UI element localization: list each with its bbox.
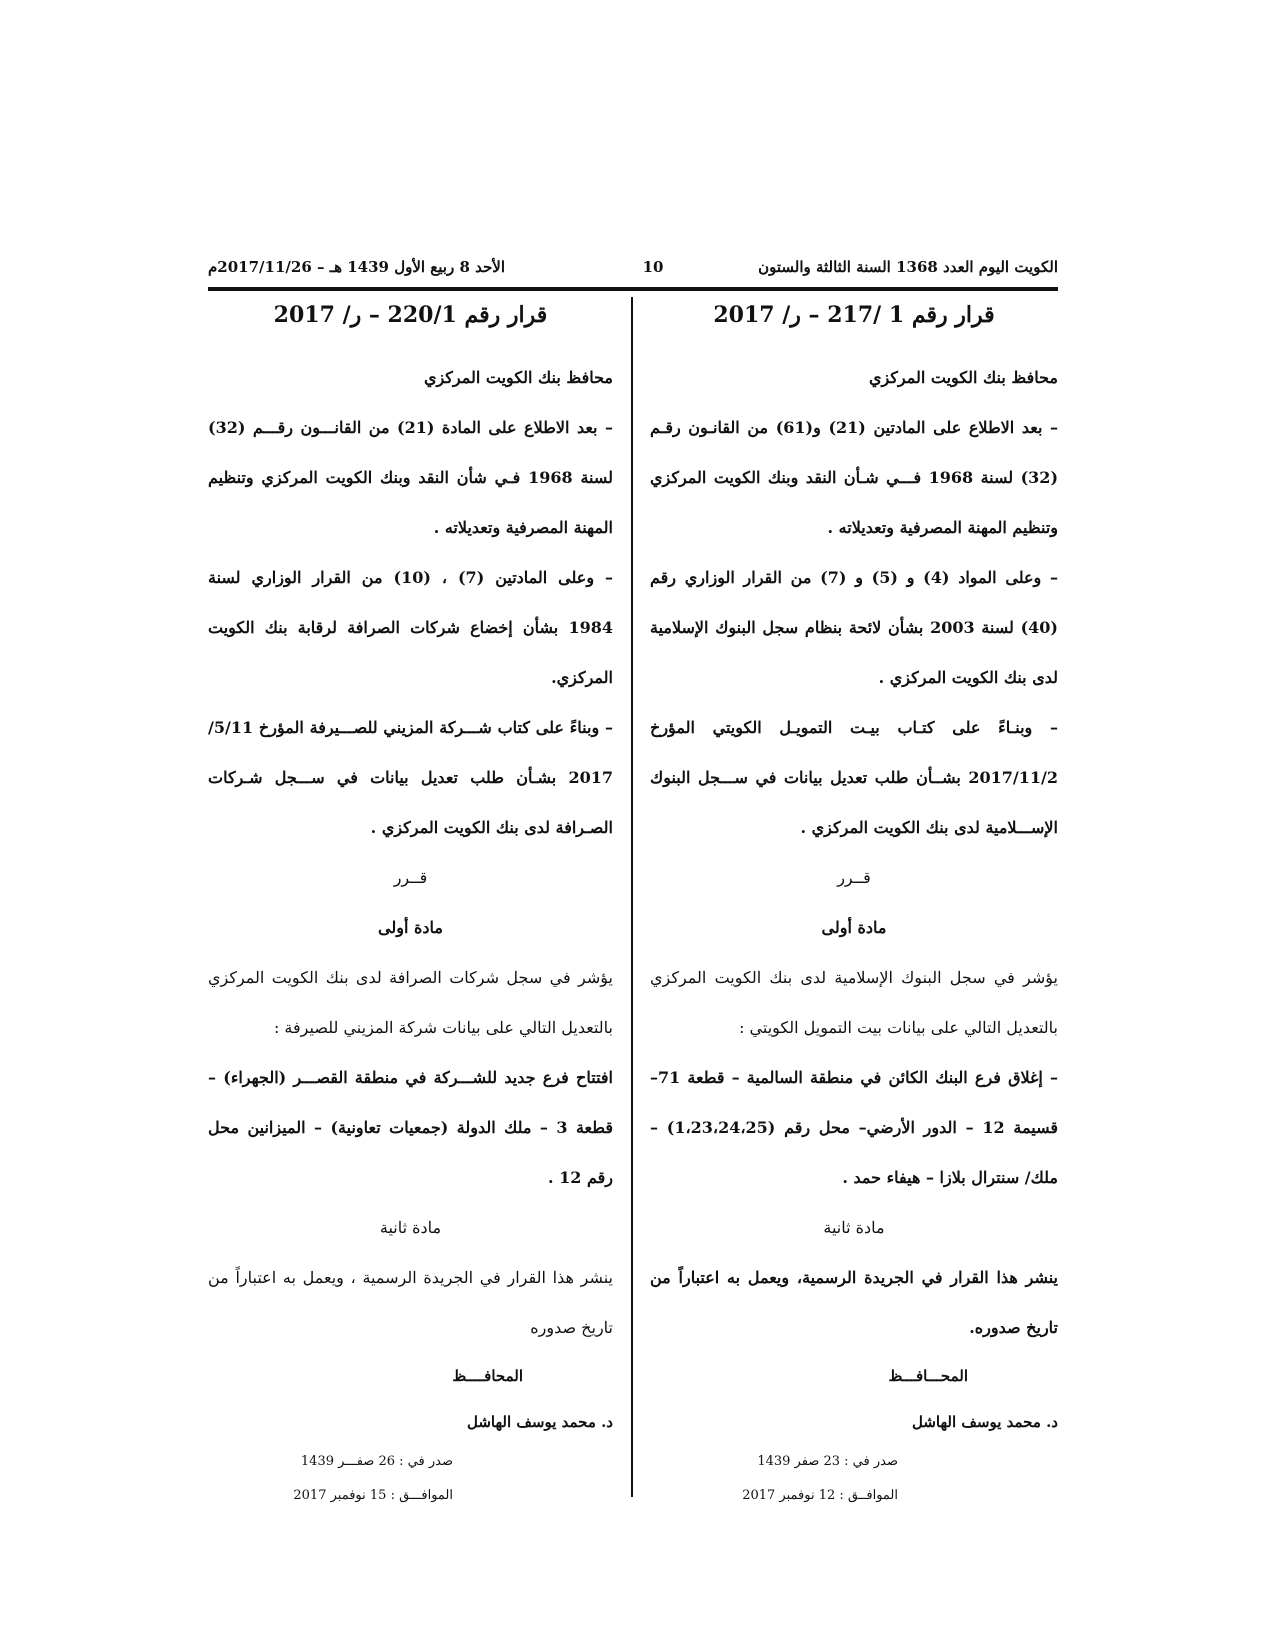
- decree-title: قرار رقم 1 /217 – ر/ 2017: [713, 302, 995, 328]
- article-text: يؤشر في سجل شركات الصرافة لدى بنك الكويت المركزي بالتعديل التالي على بيانات شركة المزيني للصيرفة :: [208, 968, 613, 1037]
- recital-paragraph: – بعد الاطلاع على المادة (21) من القانـــون رقـــم (32) لسنة 1968 فـي شأن النقد وبنك الكويت المركزي وتنظيم المهنة المصرفية وتعديلاته .: [208, 418, 614, 537]
- article-text: ينشر هذا القرار في الجريدة الرسمية ، ويعمل به اعتباراً من تاريخ صدوره: [208, 1268, 613, 1337]
- column-divider: [631, 297, 633, 1497]
- recital-paragraph: – وعلى المواد (4) و (5) و (7) من القرار الوزاري رقم (40) لسنة 2003 بشأن لائحة بنظام سجل البنوك الإسلامية لدى بنك الكويت المركزي .: [650, 568, 1059, 687]
- issued-hijri-date: صدر في : 26 صفـــر 1439: [300, 1454, 453, 1469]
- page-header: [208, 258, 1058, 280]
- article-item: افتتاح فرع جديد للشـــركة في منطقة القصـــر (الجهراء) – قطعة 3 – ملك الدولة (جمعيات تعاونية) – الميزانين محل رقم 12 .: [208, 1068, 614, 1187]
- decided-heading: قــرر: [837, 868, 871, 887]
- article-heading: مادة أولى: [821, 918, 887, 937]
- decided-heading: قــرر: [393, 868, 428, 887]
- header-rule: [208, 287, 1058, 291]
- signature-name: د. محمد يوسف الهاشل: [911, 1413, 1058, 1431]
- issued-gregorian-date: الموافـــق : 15 نوفمبر 2017: [293, 1488, 453, 1503]
- issued-hijri-date: صدر في : 23 صفر 1439: [757, 1454, 898, 1469]
- article-heading: مادة أولى: [378, 918, 443, 937]
- decree-left-column: [208, 297, 613, 1513]
- signature-title: المحافــــظ: [452, 1367, 523, 1385]
- decree-authority: محافظ بنك الكويت المركزي: [423, 368, 613, 387]
- recital-paragraph: – وبناءً على كتاب شـــركة المزيني للصـــيرفة المؤرخ 5/11/ 2017 بشـأن طلب تعديل بيانات في ســـجل شـركات الصـرافة لدى بنك الكويت المركزي .: [208, 718, 613, 837]
- article-heading: مادة ثانية: [823, 1218, 885, 1237]
- decree-authority: محافظ بنك الكويت المركزي: [868, 368, 1058, 387]
- recital-paragraph: – وعلى المادتين (7) ، (10) من القرار الوزاري لسنة 1984 بشأن إخضاع شركات الصرافة لرقابة بنك الكويت المركزي.: [208, 568, 614, 687]
- issued-gregorian-date: الموافــق : 12 نوفمبر 2017: [742, 1488, 898, 1503]
- article-text: يؤشر في سجل البنوك الإسلامية لدى بنك الكويت المركزي بالتعديل التالي على بيانات بيت التمويل الكويتي :: [650, 968, 1058, 1037]
- article-item: – إغلاق فرع البنك الكائن في منطقة السالمية – قطعة 71– قسيمة 12 – الدور الأرضي– محل رقم (1،23،24،25) – ملك/ سنترال بلازا – هيفاء حمد .: [650, 1068, 1059, 1187]
- recital-paragraph: – بعد الاطلاع على المادتين (21) و(61) من القانـون رقـم (32) لسنة 1968 فـــي شـأن النقد وبنك الكويت المركزي وتنظيم المهنة المصرفية وتعديلاته .: [650, 418, 1059, 537]
- signature-title: المحـــافـــظ: [888, 1367, 968, 1385]
- gazette-issue-info: الكويت اليوم العدد 1368 السنة الثالثة والستون: [758, 258, 1058, 276]
- issue-date: الأحد 8 ربيع الأول 1439 هـ – 2017/11/26م: [208, 258, 505, 276]
- signature-name: د. محمد يوسف الهاشل: [466, 1413, 613, 1431]
- decree-title: قرار رقم 220/1 – ر/ 2017: [273, 302, 548, 328]
- decree-right-column: [650, 297, 1058, 1513]
- recital-paragraph: – وبنـاءً على كتـاب بيـت التمويـل الكويتي المؤرخ 2017/11/2 بشــأن طلب تعديل بيانات في ســـجل البنوك الإســـلامية لدى بنك الكويت المركزي .: [650, 718, 1058, 837]
- article-heading: مادة ثانية: [379, 1218, 442, 1237]
- article-text: ينشر هذا القرار في الجريدة الرسمية، ويعمل به اعتباراً من تاريخ صدوره.: [650, 1268, 1058, 1337]
- page-number: 10: [642, 258, 664, 276]
